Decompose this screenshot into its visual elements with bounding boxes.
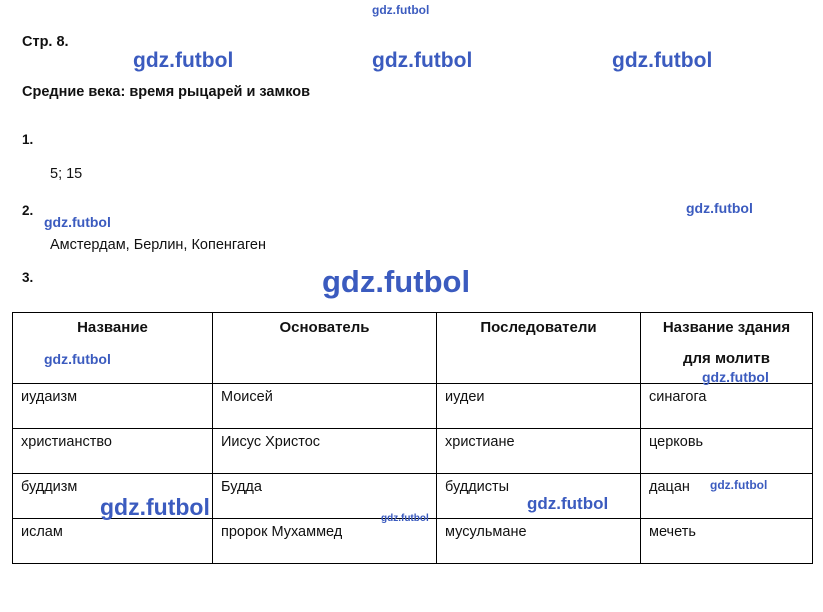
watermark-text: gdz.futbol: [133, 49, 234, 72]
question-number-3: 3.: [22, 270, 34, 285]
watermark-text: gdz.futbol: [100, 494, 210, 520]
watermark-text: gdz.futbol: [372, 3, 430, 17]
table-header-text-4-line2: для молитв: [683, 350, 770, 367]
watermark-text: gdz.futbol: [372, 49, 473, 72]
table-header-row: [13, 313, 813, 384]
table-cell-name: христианство: [13, 429, 213, 474]
watermark-text: gdz.futbol: [322, 264, 471, 299]
table-cell-founder: Иисус Христос: [213, 429, 437, 474]
watermark-text: gdz.futbol: [527, 494, 609, 513]
table-row: [13, 474, 813, 519]
table-header-cell-1: [13, 313, 213, 384]
question-answer-2: Амстердам, Берлин, Копенгаген: [50, 237, 266, 253]
table-header-text-4: Название здания: [662, 319, 791, 336]
page-subtitle: Средние века: время рыцарей и замков: [22, 84, 311, 100]
watermark-text: gdz.futbol: [686, 200, 753, 216]
question-number-1: 1.: [22, 132, 34, 147]
table-cell-followers: буддисты: [437, 474, 641, 519]
table-row: [13, 384, 813, 429]
watermark-text: gdz.futbol: [710, 478, 768, 492]
table-cell-building: мечеть: [641, 519, 813, 564]
table-header-text-3: Последователи: [480, 319, 597, 336]
table-cell-followers: мусульмане: [437, 519, 641, 564]
table-cell-name: иудаизм: [13, 384, 213, 429]
religions-table: [12, 312, 813, 564]
watermark-text: gdz.futbol: [44, 351, 111, 367]
table-cell-founder: Моисей: [213, 384, 437, 429]
watermark-text: gdz.futbol: [702, 369, 769, 385]
table-header-cell-4: [641, 313, 813, 384]
table-cell-name: буддизм: [13, 474, 213, 519]
table-cell-founder: пророк Мухаммед: [213, 519, 437, 564]
table-cell-building: синагога: [641, 384, 813, 429]
page-label: Стр. 8.: [22, 34, 69, 50]
table-header-cell-2: [213, 313, 437, 384]
table-header-text-1: Название: [77, 319, 148, 336]
watermark-text: gdz.futbol: [381, 513, 429, 524]
table-cell-building: дацан: [641, 474, 813, 519]
watermark-text: gdz.futbol: [44, 214, 111, 230]
table-cell-name: ислам: [13, 519, 213, 564]
table-row: [13, 429, 813, 474]
table-row: [13, 519, 813, 564]
table-cell-followers: иудеи: [437, 384, 641, 429]
table-header-text-2: Основатель: [279, 319, 370, 336]
question-number-2: 2.: [22, 203, 34, 218]
table-cell-founder: Будда: [213, 474, 437, 519]
table-cell-building: церковь: [641, 429, 813, 474]
watermark-text: gdz.futbol: [612, 49, 713, 72]
question-answer-1: 5; 15: [50, 166, 83, 182]
table-header-cell-3: [437, 313, 641, 384]
table-cell-followers: христиане: [437, 429, 641, 474]
